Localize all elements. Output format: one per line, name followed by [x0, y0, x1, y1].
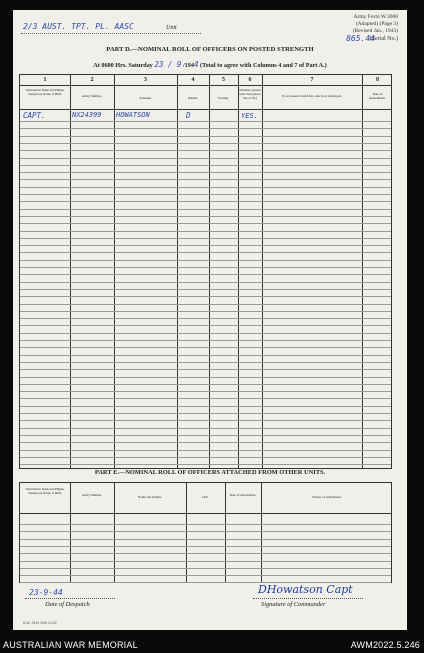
ruled-line: [20, 282, 391, 283]
part-d-table: [19, 74, 392, 469]
ruled-line: [20, 143, 391, 144]
form-line: (Adapted) (Page 3): [355, 21, 398, 27]
ruled-line: [20, 325, 391, 326]
column-divider: [70, 75, 71, 468]
col-header-name: Name and Initials.: [137, 495, 163, 499]
ruled-line: [20, 289, 391, 290]
ruled-line: [20, 128, 391, 129]
ruled-line: [20, 260, 391, 261]
ruled-line: [20, 194, 391, 195]
ruled-line: [20, 457, 391, 458]
col-number: 3: [144, 77, 147, 83]
footer-accession: AWM2022.5.246: [350, 640, 420, 650]
col-header-detachment: Date of Detachment.: [369, 92, 386, 100]
despatch-date-handwritten: 23-9-44: [29, 588, 63, 597]
col-header-army-number: Army Number.: [82, 94, 102, 98]
part-e-table: [19, 482, 392, 583]
ruled-line: [20, 546, 391, 547]
ruled-line: [20, 553, 391, 554]
col-number: 1: [43, 77, 47, 83]
ruled-line: [20, 274, 391, 275]
part-d-title: PART D.—NOMINAL ROLL OF OFFICERS ON POSTED STRENGTH: [106, 46, 314, 53]
commander-signature: DHowatson Capt: [258, 583, 353, 596]
col-header-army-number: Army Number.: [82, 493, 102, 497]
col-header-employed: If not present with Unit, state how employed.: [282, 94, 342, 98]
ruled-line: [20, 267, 391, 268]
despatch-line: [25, 598, 115, 599]
ruled-line: [20, 406, 391, 407]
ruled-line: [20, 450, 391, 451]
header-divider: [20, 85, 391, 86]
entry-initials: D: [186, 111, 191, 120]
ruled-line: [20, 150, 391, 151]
date-handwritten: 23 / 9: [154, 60, 182, 69]
serial-handwritten: 865.44: [346, 34, 375, 43]
col-header-unit: Unit.: [202, 495, 209, 499]
ruled-line: [20, 531, 391, 532]
ruled-line: [20, 311, 391, 312]
col-number: 7: [310, 77, 314, 83]
ruled-line: [20, 209, 391, 210]
col-header-present: Whether present with Unit (insert Yes or No): [239, 88, 261, 100]
col-number: 5: [222, 77, 225, 83]
ruled-line: [20, 245, 391, 246]
ruled-line: [20, 231, 391, 232]
year-prefix: /194: [182, 62, 194, 69]
ruled-line: [20, 252, 391, 253]
ruled-line: [20, 464, 391, 465]
ruled-line: [20, 413, 391, 414]
col-number: 4: [191, 77, 195, 83]
ruled-line: [20, 121, 391, 122]
ruled-line: [20, 333, 391, 334]
column-divider: [209, 75, 210, 468]
year-handwritten: 4: [193, 60, 199, 69]
ruled-line: [20, 172, 391, 173]
col-header-rank: Substantive Rank and Higher Temporary Rank, if Held.: [25, 88, 65, 96]
footer-institution: AUSTRALIAN WAR MEMORIAL: [3, 640, 138, 650]
signature-line: [253, 598, 363, 599]
ruled-line: [20, 216, 391, 217]
ruled-line: [20, 398, 391, 399]
ruled-line: [20, 420, 391, 421]
ruled-line: [20, 442, 391, 443]
col-header-attachment-date: Date of Attachment.: [229, 493, 257, 497]
printer-code: A.W. 2944 30M 12/42: [23, 621, 57, 625]
form-line: (Revised Jan., 1943): [352, 28, 398, 34]
form-identifier: [353, 14, 398, 35]
ruled-line: [20, 377, 391, 378]
ruled-line: [20, 428, 391, 429]
header-divider: [20, 513, 391, 514]
ruled-line: [20, 136, 391, 137]
ruled-line: [20, 318, 391, 319]
part-d-date-line: [13, 60, 407, 69]
entry-surname: HOWATSON: [116, 111, 150, 119]
despatch-label: Date of Despatch: [45, 601, 90, 608]
ruled-line: [20, 384, 391, 385]
serial-label: (Serial No.): [369, 36, 398, 42]
header-divider: [20, 109, 391, 110]
ruled-line: [20, 340, 391, 341]
column-divider: [114, 75, 115, 468]
col-header-posting: Posting.: [218, 96, 229, 100]
col-header-initials: Initials.: [188, 96, 198, 100]
ruled-line: [20, 524, 391, 525]
signature-label: Signature of Commander: [261, 601, 326, 608]
col-header-surname: Surname.: [139, 96, 152, 100]
column-divider: [262, 75, 263, 468]
ruled-line: [20, 435, 391, 436]
entry-army-number: NX24399: [72, 111, 102, 119]
ruled-line: [20, 355, 391, 356]
ruled-line: [20, 391, 391, 392]
col-header-attachment-nature: Nature of Attachment.: [312, 495, 342, 499]
unit-handwritten: 2/3 AUST. TPT. PL. AASC: [23, 22, 134, 31]
ruled-line: [20, 304, 391, 305]
column-divider: [177, 75, 178, 468]
ruled-line: [20, 296, 391, 297]
ruled-line: [20, 347, 391, 348]
form-line: Army Form W.3008: [353, 14, 398, 20]
unit-label: Unit: [166, 25, 177, 31]
ruled-line: [20, 561, 391, 562]
column-divider: [362, 75, 363, 468]
ruled-line: [20, 369, 391, 370]
ruled-line: [20, 158, 391, 159]
col-header-rank: Substantive Rank and Higher Temporary Rank, if Held.: [25, 487, 65, 495]
ruled-line: [20, 238, 391, 239]
ruled-line: [20, 575, 391, 576]
at-prefix: At 0600 Hrs. Saturday: [93, 62, 153, 69]
ruled-line: [20, 223, 391, 224]
ruled-line: [20, 539, 391, 540]
col-number: 2: [90, 77, 94, 83]
col-number: 8: [376, 77, 379, 83]
ruled-line: [20, 165, 391, 166]
col-number: 6: [248, 77, 252, 83]
form-page: [13, 10, 407, 630]
part-e-title: PART E.—NOMINAL ROLL OF OFFICERS ATTACHED FROM OTHER UNITS.: [94, 469, 326, 476]
ruled-line: [20, 568, 391, 569]
ruled-line: [20, 362, 391, 363]
ruled-line: [20, 187, 391, 188]
entry-present: YES.: [241, 112, 258, 120]
ruled-line: [20, 201, 391, 202]
part-d-suffix: (Total to agree with Columns 4 and 7 of Part A.): [200, 62, 327, 69]
entry-rank: CAPT.: [23, 111, 46, 120]
ruled-line: [20, 179, 391, 180]
column-divider: [238, 75, 239, 468]
